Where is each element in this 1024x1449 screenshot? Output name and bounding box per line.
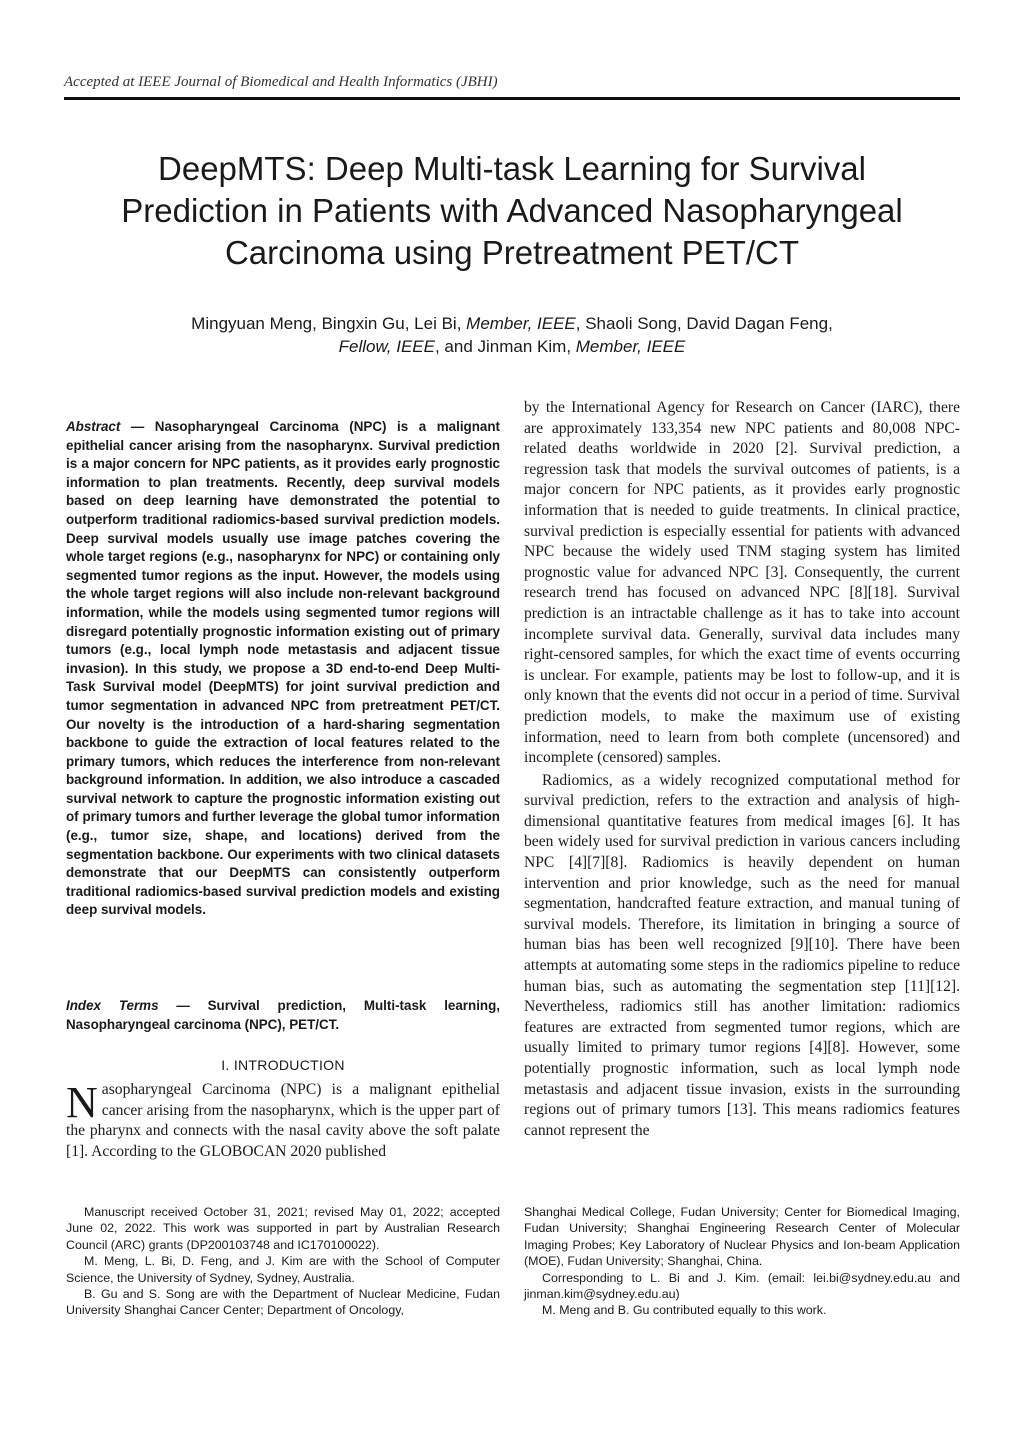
intro-paragraph [66, 1080, 500, 1162]
index-terms-text: — Survival prediction, Multi-task learning, Nasopharyngeal carcinoma (NPC), PET/CT. [66, 998, 500, 1032]
body-paragraph-1: by the International Agency for Research on Cancer (IARC), there are approximately 133,354 new NPC patients and 80,008 NPC-related deaths worldwide in 2020 [2]. Survival prediction, a regression task that models the survival outcomes of patients, is a major concern for NPC patients, as it provides early prognostic information that is needed to guide treatments. In clinical practice, survival prediction is especially essential for patients with advanced NPC because the widely used TNM staging system has limited prognostic value for advanced NPC [3]. Consequently, the current research trend has focused on advanced NPC [8][18]. Survival prediction is an intractable challenge as it has to take into account incomplete survival data. Generally, survival data includes many right-censored samples, for which the exact time of events occurring is unclear. For example, patients may be lost to follow-up, and it is only known that the events did not occur in a period of time. Survival prediction models, to make the maximum use of existing information, need to learn from both complete (uncensored) and incomplete (censored) samples. [524, 399, 960, 767]
footnote-equal-contribution: M. Meng and B. Gu contributed equally to this work. [542, 1303, 827, 1318]
author-affil-1: Member, IEEE [466, 314, 576, 333]
footnote-affiliation-2: B. Gu and S. Song are with the Department of Nuclear Medicine, Fudan University Shanghai Cancer Center; Department of Oncology, [66, 1287, 500, 1318]
footnote-affiliation-1: M. Meng, L. Bi, D. Feng, and J. Kim are with the School of Computer Science, the University of Sydney, Sydney, Australia. [66, 1254, 500, 1285]
abstract-label: Abstract [66, 419, 121, 434]
author-names-2: , Shaoli Song, David Dagan Feng, [575, 314, 833, 333]
author-line-2 [64, 335, 960, 358]
title-line-3: Carcinoma using Pretreatment PET/CT [224, 234, 800, 271]
author-names-1: Mingyuan Meng, Bingxin Gu, Lei Bi, [191, 314, 467, 333]
index-terms-label: Index Terms [66, 998, 159, 1013]
author-list [64, 312, 960, 358]
footnote-corresponding: Corresponding to L. Bi and J. Kim. (email: lei.bi@sydney.edu.au and jinman.kim@sydney.edu.au) [524, 1270, 960, 1302]
author-line-1 [64, 312, 960, 335]
header-rule [64, 97, 960, 100]
running-header: Accepted at IEEE Journal of Biomedical and Health Informatics (JBHI) [64, 74, 498, 90]
abstract [66, 418, 500, 920]
section-number: I. [221, 1057, 230, 1073]
footnotes-right [524, 1204, 960, 1319]
author-affil-2: Fellow, IEEE [338, 337, 435, 356]
footnotes-left [66, 1204, 500, 1319]
footnote-affiliation-cont: Shanghai Medical College, Fudan University; Center for Biomedical Imaging, Fudan University; Shanghai Engineering Research Center of Molecular Imaging Probes; Key Laboratory of Nuclear Physics and Ion-beam Application (MOE), Fudan University; Shanghai, China. [524, 1205, 960, 1269]
body-paragraph-2: Radiomics, as a widely recognized computational method for survival prediction, refers to the extraction and analysis of high-dimensional quantitative features from medical images [6]. It has been widely used for survival prediction in various cancers including NPC [4][7][8]. Radiomics is heavily dependent on human intervention and prior knowledge, such as the need for manual segmentation, handcrafted feature extraction, and manual tuning of survival models. Therefore, its limitation in bringing a source of human bias has been well recognized [9][10]. There have been attempts at automating some steps in the radiomics pipeline to reduce human bias, such as automating the segmentation step [11][12]. Nevertheless, radiomics still has another limitation: radiomics features are extracted from segmented tumor regions, which are usually limited to primary tumor regions [4][8]. However, some potentially prognostic information, such as local lymph node metastasis and adjacent tissue invasion, exists in the surrounding regions out of primary tumors [13]. This means radiomics features cannot represent the [524, 771, 960, 1139]
drop-cap: N [66, 1078, 98, 1127]
title-line-2: Prediction in Patients with Advanced Nasopharyngeal [121, 192, 903, 229]
author-affil-3: Member, IEEE [575, 337, 686, 356]
paper-title [64, 148, 960, 274]
section-heading [66, 1057, 500, 1073]
author-names-3: , and Jinman Kim, [434, 337, 576, 356]
abstract-text: — Nasopharyngeal Carcinoma (NPC) is a malignant epithelial cancer arising from the nasopharynx. Survival prediction is a major concern for NPC patients, as it provides early prognostic information to plan treatments. Recently, deep survival models based on deep learning have demonstrated the potential to outperform traditional radiomics-based survival prediction models. Deep survival models usually use image patches covering the whole target regions (e.g., nasopharynx for NPC) or containing only segmented tumor regions as the input. However, the models using the whole target regions will also include non-relevant background information, while the models using segmented tumor regions will disregard potentially prognostic information existing out of primary tumors (e.g., local lymph node metastasis and adjacent tissue invasion). In this study, we propose a 3D end-to-end Deep Multi-Task Survival model (DeepMTS) for joint survival prediction and tumor segmentation in advanced NPC from pretreatment PET/CT. Our novelty is the introduction of a hard-sharing segmentation backbone to guide the extraction of local features related to the primary tumors, which reduces the interference from non-relevant background information. In addition, we also introduce a cascaded survival network to capture the prognostic information existing out of primary tumors and further leverage the global tumor information (e.g., tumor size, shape, and locations) derived from the segmentation backbone. Our experiments with two clinical datasets demonstrate that our DeepMTS can consistently outperform traditional radiomics-based survival prediction models and existing deep survival models. [66, 419, 500, 918]
index-terms [66, 997, 500, 1034]
right-column-body [524, 398, 960, 1141]
title-line-1: DeepMTS: Deep Multi-task Learning for Survival [158, 150, 866, 187]
intro-text: asopharyngeal Carcinoma (NPC) is a malignant epithelial cancer arising from the nasopharynx, which is the upper part of the pharynx and connects with the nasal cavity above the soft palate [1]. According to the GLOBOCAN 2020 published [66, 1081, 500, 1160]
section-title: INTRODUCTION [233, 1057, 345, 1073]
footnote-manuscript: Manuscript received October 31, 2021; revised May 01, 2022; accepted June 02, 2022. This work was supported in part by Australian Research Council (ARC) grants (DP200103748 and IC170100022). [66, 1205, 500, 1252]
